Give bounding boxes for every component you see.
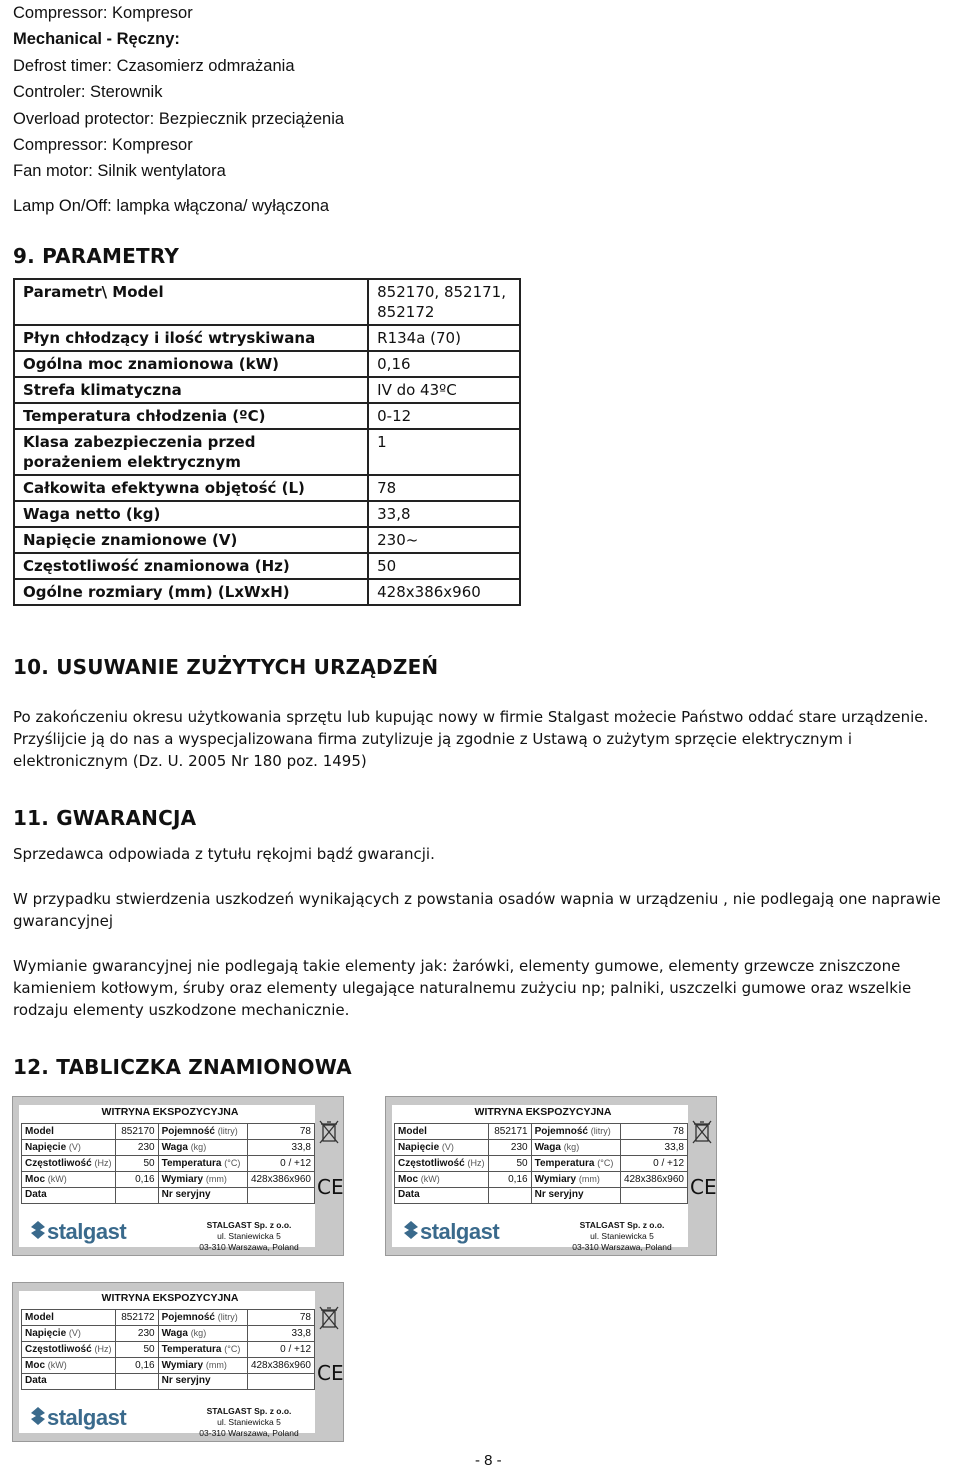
plate-value: 852172 (121, 1311, 155, 1323)
plate-value: 50 (143, 1157, 155, 1169)
nameplate-table (21, 1123, 315, 1204)
plate-label: Wymiary (161, 1174, 204, 1185)
plate-label: Wymiary (161, 1360, 204, 1371)
plate-label: Pojemność (161, 1126, 215, 1137)
plate-unit: (mm) (205, 1360, 227, 1370)
plate-value: 428x386x960 (250, 1173, 311, 1185)
parameter-name: Ogólna moc znamionowa (kW) (14, 351, 368, 377)
plate-unit: (mm) (578, 1174, 600, 1184)
crossed-bin-icon (319, 1305, 339, 1331)
legend-line-0: Compressor: Kompresor (13, 4, 193, 22)
plate-label: Napięcie (25, 1142, 67, 1153)
plate-unit: (Hz) (94, 1158, 112, 1168)
nameplate-title: WITRYNA EKSPOZYCYJNA (101, 1106, 239, 1118)
plate-label: Nr seryjny (161, 1189, 211, 1201)
legend-line-7: Lamp On/Off: lampka włączona/ wyłączona (13, 196, 330, 215)
plate-label: Data (25, 1375, 47, 1387)
plate-value: 78 (299, 1125, 311, 1137)
parameter-value: 50 (368, 553, 520, 579)
parameter-row (14, 501, 520, 527)
company-street: ul. Staniewicka 5 (590, 1231, 654, 1241)
table-row (22, 1342, 315, 1358)
plate-label: Moc (25, 1360, 45, 1371)
parameter-row (14, 377, 520, 403)
parameter-value: 33,8 (368, 501, 520, 527)
company-name: STALGAST Sp. z o.o. (206, 1220, 292, 1230)
plate-unit: (kW) (47, 1174, 67, 1184)
plate-unit: (mm) (205, 1174, 227, 1184)
parameter-row (14, 403, 520, 429)
plate-unit: (Hz) (467, 1158, 485, 1168)
plate-label: Nr seryjny (161, 1375, 211, 1387)
legend-line-3: Controler: Sterownik (13, 83, 163, 102)
company-city: 03-310 Warszawa, Poland (199, 1242, 299, 1252)
plate-value: 0 / +12 (280, 1343, 311, 1355)
parameter-name: Parametr\ Model (14, 279, 368, 325)
company-name: STALGAST Sp. z o.o. (579, 1220, 665, 1230)
parameter-value: 428x386x960 (368, 579, 520, 605)
legend-line-6: Fan motor: Silnik wentylatora (13, 162, 226, 181)
parameter-row (14, 527, 520, 553)
plate-value: 428x386x960 (623, 1173, 684, 1185)
parameter-name: Częstotliwość znamionowa (Hz) (14, 553, 368, 579)
legend-line-4: Overload protector: Bezpiecznik przeciążenia (13, 109, 345, 128)
plate-label: Waga (534, 1142, 561, 1153)
crossed-bin-icon (692, 1119, 712, 1145)
plate-label: Napięcie (398, 1142, 440, 1153)
table-row (22, 1326, 315, 1342)
plate-label: Nr seryjny (534, 1189, 584, 1201)
ce-mark-icon: CE (317, 1175, 344, 1199)
plate-unit: (kg) (563, 1142, 580, 1152)
manufacturer-address (189, 1220, 309, 1253)
parameter-row (14, 429, 520, 475)
plate-label: Data (25, 1189, 47, 1201)
company-name: STALGAST Sp. z o.o. (206, 1406, 292, 1416)
legend-line-1: Mechanical - Ręczny: (13, 30, 180, 49)
plate-label: Model (25, 1125, 54, 1137)
plate-value: 852170 (121, 1125, 155, 1137)
table-row (22, 1358, 315, 1374)
plate-value: 230 (510, 1141, 528, 1153)
parameter-value: IV do 43ºC (368, 377, 520, 403)
nameplate-table (21, 1309, 315, 1390)
plate-label: Napięcie (25, 1328, 67, 1339)
plate-label: Częstotliwość (25, 1344, 92, 1355)
plate-value: 230 (137, 1141, 155, 1153)
plate-label: Częstotliwość (25, 1158, 92, 1169)
plate-unit: (V) (68, 1328, 81, 1338)
parameter-value: 852170, 852171, 852172 (368, 279, 520, 325)
parameter-name: Napięcie znamionowe (V) (14, 527, 368, 553)
parameter-name: Całkowita efektywna objętość (L) (14, 475, 368, 501)
manufacturer-address (189, 1406, 309, 1439)
plate-label: Model (25, 1311, 54, 1323)
legend-line-2: Defrost timer: Czasomierz odmrażania (13, 56, 295, 75)
company-city: 03-310 Warszawa, Poland (199, 1428, 299, 1438)
parameter-value: 230~ (368, 527, 520, 553)
plate-value: 50 (516, 1157, 528, 1169)
stalgast-logo-icon (31, 1407, 45, 1425)
plate-unit: (kg) (190, 1328, 207, 1338)
nameplate-body (392, 1105, 688, 1252)
plate-value: 230 (137, 1327, 155, 1339)
plate-value: 0,16 (135, 1359, 155, 1371)
plate-label: Temperatura (161, 1158, 222, 1169)
nameplate-body (19, 1291, 315, 1438)
nameplate-title: WITRYNA EKSPOZYCYJNA (474, 1106, 612, 1118)
brand-logo-text: stalgast (420, 1219, 500, 1244)
stalgast-logo-icon (31, 1221, 45, 1239)
warranty-paragraph-1: Sprzedawca odpowiada z tytułu rękojmi bądź gwarancji. (13, 845, 435, 863)
legend-line-5: Compressor: Kompresor (13, 136, 193, 155)
plate-unit: (°C) (224, 1344, 241, 1354)
table-row (395, 1156, 688, 1172)
plate-value: 0 / +12 (280, 1157, 311, 1169)
plate-label: Data (398, 1189, 420, 1201)
plate-unit: (litry) (217, 1126, 238, 1136)
table-row (22, 1188, 315, 1204)
section-10-text: Po zakończeniu okresu użytkowania sprzętu lub kupując nowy w firmie Stalgast możecie Państwo oddać stare urządzenie. Przyślijcie ją do nas a wyspecjalizowana firma zutylizuje ją zgodnie z Ustawą o zużytym sprzęcie elektrycznym i elektronicznym (Dz. U. 2005 Nr 180 poz. 1495) (13, 708, 929, 770)
parameter-name: Strefa klimatyczna (14, 377, 368, 403)
plate-unit: (V) (441, 1142, 454, 1152)
section-10-heading: 10. USUWANIE ZUŻYTYCH URZĄDZEŃ (13, 655, 439, 679)
manufacturer-address (562, 1220, 682, 1253)
legend (13, 0, 344, 219)
nameplate-title: WITRYNA EKSPOZYCYJNA (101, 1292, 239, 1304)
plate-value: 0 / +12 (653, 1157, 684, 1169)
parameter-value: 0,16 (368, 351, 520, 377)
parameter-row (14, 553, 520, 579)
plate-value: 33,8 (664, 1141, 684, 1153)
table-row (22, 1374, 315, 1390)
plate-label: Częstotliwość (398, 1158, 465, 1169)
plate-unit: (litry) (217, 1312, 238, 1322)
table-row (22, 1156, 315, 1172)
parameter-row (14, 325, 520, 351)
plate-label: Temperatura (534, 1158, 595, 1169)
plate-unit: (°C) (224, 1158, 241, 1168)
nameplate (385, 1096, 717, 1256)
table-row (22, 1140, 315, 1156)
nameplate-body (19, 1105, 315, 1252)
plate-unit: (kW) (47, 1360, 67, 1370)
table-row (22, 1172, 315, 1188)
plate-value: 33,8 (291, 1141, 311, 1153)
crossed-bin-icon (319, 1119, 339, 1145)
plate-label: Waga (161, 1328, 188, 1339)
section-9-heading: 9. PARAMETRY (13, 244, 180, 268)
parameter-name: Ogólne rozmiary (mm) (LxWxH) (14, 579, 368, 605)
stalgast-logo-icon (404, 1221, 418, 1239)
parameter-name: Płyn chłodzący i ilość wtryskiwana (14, 325, 368, 351)
table-row (395, 1124, 688, 1140)
plate-label: Moc (25, 1174, 45, 1185)
parameter-row (14, 579, 520, 605)
plate-label: Wymiary (534, 1174, 577, 1185)
plate-label: Moc (398, 1174, 418, 1185)
section-12-heading: 12. TABLICZKA ZNAMIONOWA (13, 1055, 352, 1079)
table-row (22, 1310, 315, 1326)
plate-label: Pojemność (161, 1312, 215, 1323)
table-row (395, 1172, 688, 1188)
plate-label: Pojemność (534, 1126, 588, 1137)
parameter-row (14, 475, 520, 501)
table-row (22, 1124, 315, 1140)
plate-value: 0,16 (508, 1173, 528, 1185)
company-city: 03-310 Warszawa, Poland (572, 1242, 672, 1252)
plate-unit: (kW) (420, 1174, 440, 1184)
ce-mark-icon: CE (317, 1361, 344, 1385)
parameter-row (14, 279, 520, 325)
plate-unit: (V) (68, 1142, 81, 1152)
warranty-paragraph-3: Wymianie gwarancyjnej nie podlegają takie elementy jak: żarówki, elementy gumowe, elementy grzewcze zniszczone kamieniem kotłowym, śruby oraz elementy ulegające naturalnemu zużyciu np; palniki, uszczelki gumowe oraz wszelkie rodzaju elementy uszkodzone mechanicznie. (13, 957, 912, 1019)
plate-value: 50 (143, 1343, 155, 1355)
parameter-name: Klasa zabezpieczenia przed porażeniem elektrycznym (14, 429, 368, 475)
nameplate-table (394, 1123, 688, 1204)
plate-value: 0,16 (135, 1173, 155, 1185)
parameter-value: R134a (70) (368, 325, 520, 351)
plate-unit: (Hz) (94, 1344, 112, 1354)
ce-mark-icon: CE (690, 1175, 717, 1199)
plate-value: 33,8 (291, 1327, 311, 1339)
plate-unit: (litry) (590, 1126, 611, 1136)
company-street: ul. Staniewicka 5 (217, 1231, 281, 1241)
plate-value: 428x386x960 (250, 1359, 311, 1371)
plate-unit: (kg) (190, 1142, 207, 1152)
plate-value: 78 (299, 1311, 311, 1323)
parameter-value: 0-12 (368, 403, 520, 429)
plate-unit: (°C) (597, 1158, 614, 1168)
table-row (395, 1140, 688, 1156)
warranty-paragraph-2: W przypadku stwierdzenia uszkodzeń wynikających z powstania osadów wapnia w urządzeniu , nie podlegają one naprawie gwarancyjnej (13, 890, 941, 930)
plate-label: Model (398, 1125, 427, 1137)
section-11-heading: 11. GWARANCJA (13, 806, 197, 830)
company-street: ul. Staniewicka 5 (217, 1417, 281, 1427)
plate-value: 78 (672, 1125, 684, 1137)
plate-label: Temperatura (161, 1344, 222, 1355)
parameter-row (14, 351, 520, 377)
plate-label: Waga (161, 1142, 188, 1153)
nameplate (12, 1096, 344, 1256)
brand-logo-text: stalgast (47, 1405, 127, 1430)
brand-logo-text: stalgast (47, 1219, 127, 1244)
plate-value: 852171 (494, 1125, 528, 1137)
table-row (395, 1188, 688, 1204)
parameters-table (13, 278, 521, 606)
nameplate (12, 1282, 344, 1442)
parameter-value: 78 (368, 475, 520, 501)
page-number: - 8 - (475, 1452, 502, 1469)
parameter-name: Waga netto (kg) (14, 501, 368, 527)
parameter-value: 1 (368, 429, 520, 475)
parameter-name: Temperatura chłodzenia (ºC) (14, 403, 368, 429)
